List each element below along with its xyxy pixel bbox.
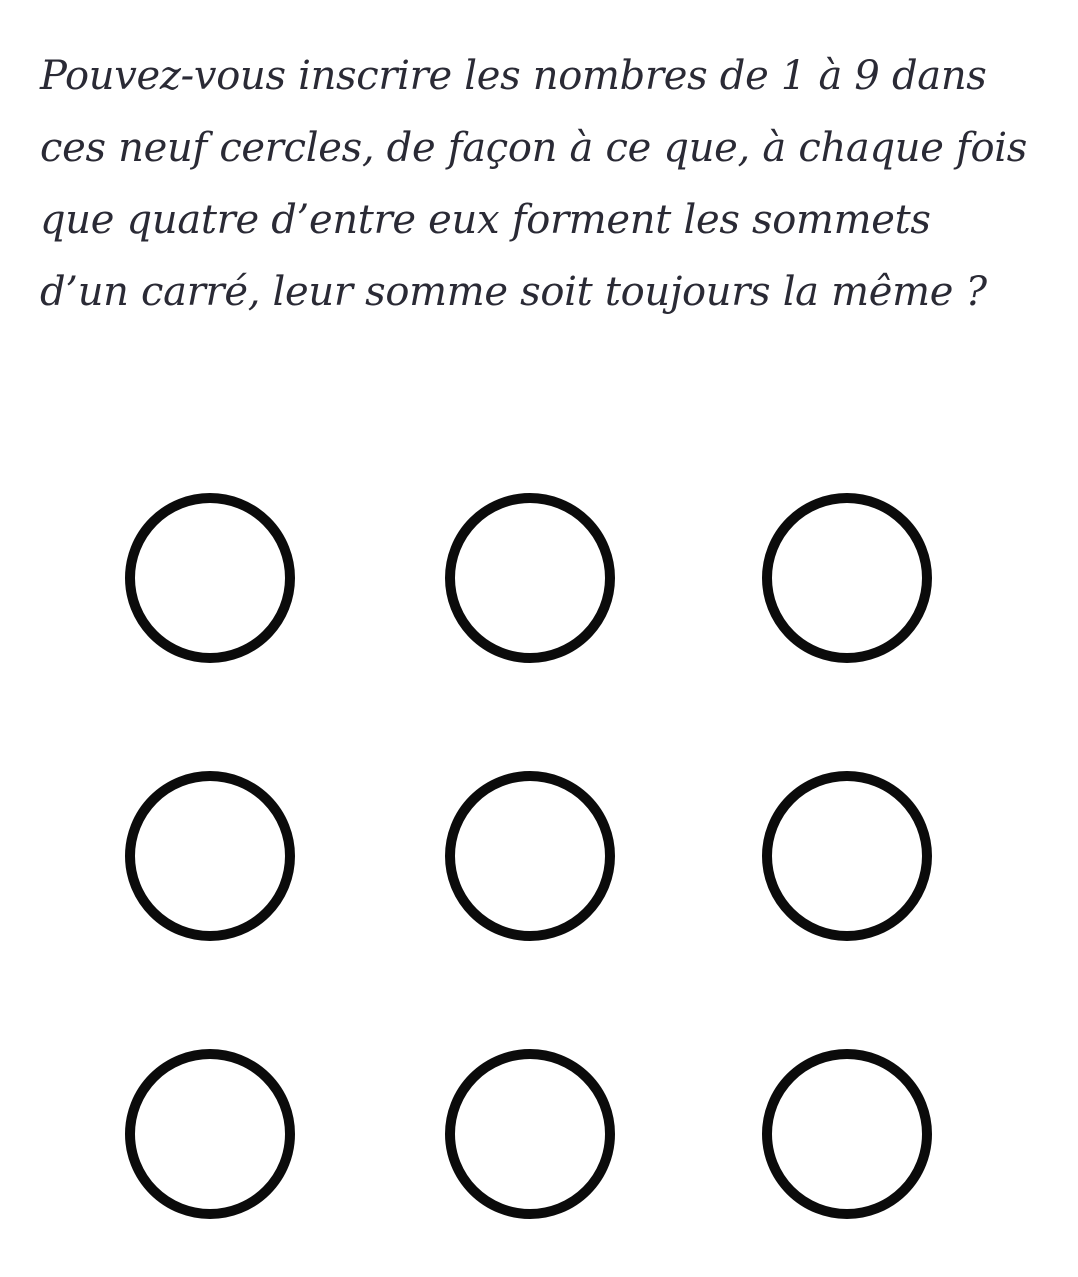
question-line-2: ces neuf cercles, de façon à ce que, à chaque fois (40, 125, 1028, 171)
circle-row1-col2[interactable] (445, 493, 615, 663)
circle-row1-col3[interactable] (762, 493, 932, 663)
circle-row3-col3[interactable] (762, 1049, 932, 1219)
circle-row2-col2[interactable] (445, 771, 615, 941)
circle-row2-col3[interactable] (762, 771, 932, 941)
circle-row3-col1[interactable] (125, 1049, 295, 1219)
puzzle-question (40, 40, 1060, 328)
question-line-3: que quatre d’entre eux forment les sommets (40, 197, 931, 243)
circle-row2-col1[interactable] (125, 771, 295, 941)
question-line-4: d’un carré, leur somme soit toujours la même ? (40, 269, 987, 315)
question-line-1: Pouvez-vous inscrire les nombres de 1 à 9 dans (40, 53, 987, 99)
circle-row1-col1[interactable] (125, 493, 295, 663)
circle-row3-col2[interactable] (445, 1049, 615, 1219)
